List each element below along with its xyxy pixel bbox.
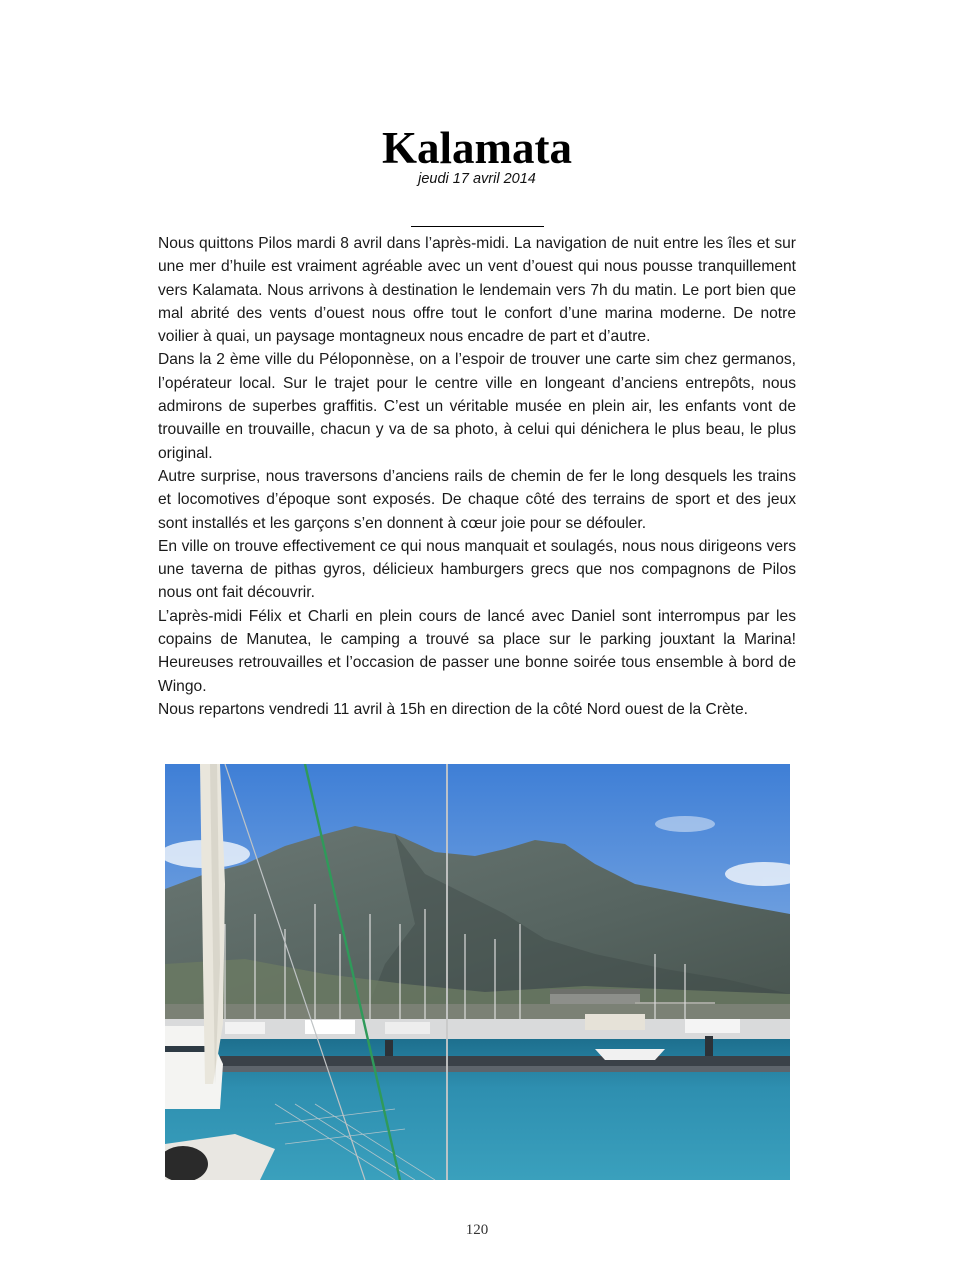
small-boat <box>595 1049 665 1060</box>
page-title: Kalamata <box>382 123 572 173</box>
article-body <box>158 232 796 721</box>
paragraph: En ville on trouve effectivement ce qui nous manquait et soulagés, nous nous dirigeons vers une taverna de pithas gyros, délicieux hamburgers grecs que nos compagnons de Pilos nous ont fait découvrir. <box>158 537 796 602</box>
marina-photo <box>165 764 790 1180</box>
title-divider <box>411 226 544 227</box>
entry-date: jeudi 17 avril 2014 <box>418 171 536 187</box>
paragraph: Nous quittons Pilos mardi 8 avril dans l’après-midi. La navigation de nuit entre les îles et sur une mer d’huile est vraiment agréable avec un vent d’ouest qui nous pousse tranquillement vers Kalamata. Nous arrivons à destination le lendemain vers 7h du matin. Le port bien que mal abrité des vents d’ouest nous offre tout le confort d’une marina moderne. De notre voilier à quai, un paysage montagneux nous encadre de part et d’autre. <box>158 235 796 346</box>
page-number: 120 <box>465 1222 489 1238</box>
paragraph: Dans la 2 ème ville du Péloponnèse, on a l’espoir de trouver une carte sim chez germanos, l’opérateur local. Sur le trajet pour le centre ville en longeant d’anciens entrepôts, nous admirons de superbes graffitis. C’est un véritable musée en plein air, les enfants vont de trouvaille en trouvaille, chacun y va de sa photo, à celui qui dénichera le plus beau, le plus original. <box>158 351 796 462</box>
paragraph: Autre surprise, nous traversons d’anciens rails de chemin de fer le long desquels les trains et locomotives d’époque sont exposés. De chaque côté des terrains de sport et des jeux sont installés et les garçons s’en donnent à cœur joie pour se défouler. <box>158 467 796 532</box>
paragraph: L’après-midi Félix et Charli en plein cours de lancé avec Daniel sont interrompus par les copains de Manutea, le camping a trouvé sa place sur le parking jouxtant la Marina! Heureuses retrouvailles et l’occasion de passer une bonne soirée tous ensemble à bord de Wingo. <box>158 607 796 695</box>
paragraph: Nous repartons vendredi 11 avril à 15h en direction de la côté Nord ouest de la Crète. <box>158 700 749 718</box>
